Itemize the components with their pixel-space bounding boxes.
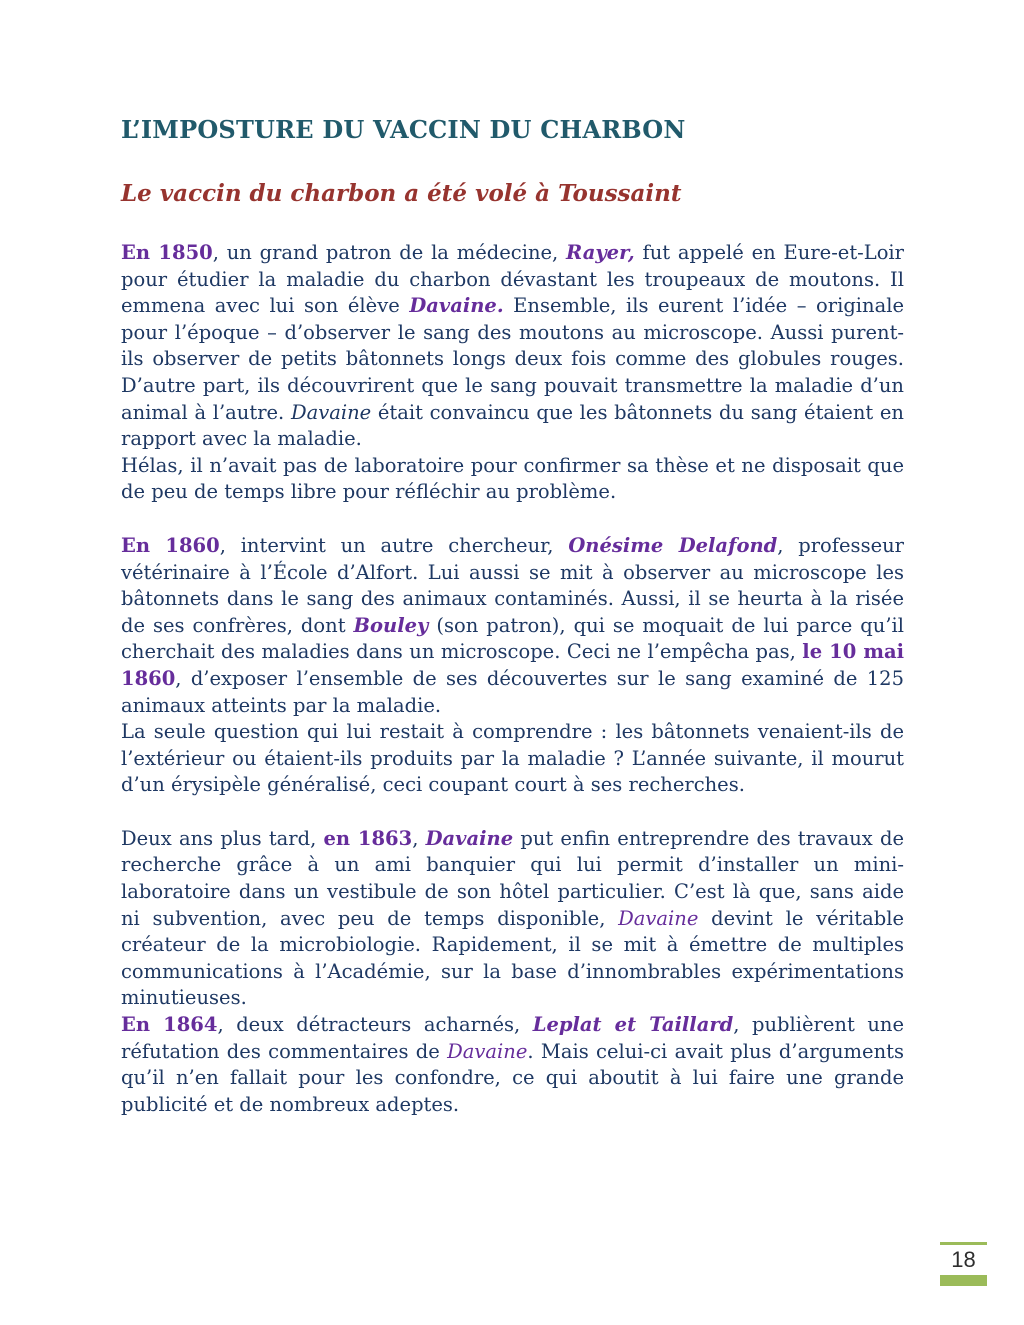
text-run: Davaine. — [409, 294, 504, 318]
text-run: devint le véritable créateur de la microbiologie. Rapidement, il se mit à émettre de multiples communications à l’Académie, sur la base d’innombrables expérimentations minutieuses. — [121, 906, 904, 1010]
text-run: La seule question qui lui restait à comprendre : les bâtonnets venaient-ils de l’extérieur ou étaient-ils produits par la maladie ? L’année suivante, il mourut d’un érysipèle généralisé, ceci coupant court à ses recherches. — [121, 720, 904, 797]
paragraph-group — [121, 533, 904, 799]
text-run: Ensemble, ils eurent l’idée – originale pour l’époque – d’observer le sang des moutons au microscope. Aussi purent-ils observer de petits bâtonnets longs deux fois comme des globules rouges. D’autre part, ils découvrirent que le sang pouvait transmettre la maladie d’un animal à l’autre. — [121, 294, 904, 424]
text-run: Rayer, — [566, 241, 635, 264]
paragraph — [121, 1012, 904, 1118]
text-run: En 1850 — [121, 241, 213, 264]
text-run: Davaine — [618, 906, 699, 930]
page-number: 18 — [951, 1247, 976, 1272]
text-run: En 1864 — [121, 1013, 218, 1037]
page-content — [121, 116, 904, 1118]
text-run: En 1860 — [121, 533, 220, 557]
text-run: le 10 mai 1860 — [121, 640, 904, 690]
text-run: Davaine — [425, 826, 514, 850]
text-run: Deux ans plus tard, — [121, 826, 324, 850]
body-text — [121, 240, 904, 1118]
text-run: , d’exposer l’ensemble de ses découvertes sur le sang examiné de 125 animaux atteints par la maladie. — [121, 666, 904, 717]
text-run: , deux détracteurs acharnés, — [217, 1013, 533, 1037]
text-run: Onésime Delafond — [568, 533, 778, 557]
text-run: fut appelé en Eure-et-Loir pour étudier la maladie du charbon dévastant les troupeaux de moutons. Il emmena avec lui son élève — [121, 241, 904, 318]
paragraph — [121, 240, 904, 453]
text-run: était convaincu que les bâtonnets du sang étaient en rapport avec la maladie. — [121, 400, 904, 451]
text-run: , — [412, 826, 426, 850]
text-run: , intervint un autre chercheur, — [219, 533, 569, 557]
paragraph-group — [121, 826, 904, 1119]
text-run: , un grand patron de la médecine, — [212, 241, 567, 264]
text-run: en 1863 — [323, 826, 413, 850]
text-run: put enfin entreprendre des travaux de recherche grâce à un ami banquier qui lui permit d’installer un mini-laboratoire dans un vestibule de son hôtel particulier. C’est là que, sans aide ni subvention, avec peu de temps disponible, — [121, 826, 905, 930]
text-run: Bouley — [353, 613, 429, 637]
text-run: , professeur vétérinaire à l’École d’Alfort. Lui aussi se mit à observer au microscope les bâtonnets dans le sang des animaux contaminés. Aussi, il se heurta à la risée de ses confrères, dont — [121, 533, 904, 637]
paragraph — [121, 533, 904, 719]
page-title: L’IMPOSTURE DU VACCIN DU CHARBON — [121, 115, 686, 144]
text-run: Davaine — [290, 400, 372, 424]
paragraph — [121, 719, 904, 799]
footer-rule-bottom — [940, 1275, 987, 1286]
text-run: Davaine — [447, 1039, 528, 1063]
text-run: (son patron), qui se moquait de lui parce qu’il cherchait des maladies dans un microscope. Ceci ne l’empêcha pas, — [121, 613, 904, 664]
paragraph — [121, 826, 904, 1012]
section-subtitle: Le vaccin du charbon a été volé à Toussaint — [121, 180, 682, 207]
paragraph-group — [121, 240, 904, 506]
text-run: , publièrent une réfutation des commentaires de — [121, 1013, 904, 1063]
text-run: Hélas, il n’avait pas de laboratoire pour confirmer sa thèse et ne disposait que de peu de temps libre pour réfléchir au problème. — [121, 453, 904, 504]
text-run: Leplat et Taillard — [532, 1013, 734, 1037]
text-run: . Mais celui-ci avait plus d’arguments qu’il n’en fallait pour les confondre, ce qui aboutit à lui faire une grande publicité et de nombreux adeptes. — [121, 1039, 904, 1116]
page-footer — [940, 1242, 987, 1286]
paragraph — [121, 453, 904, 506]
